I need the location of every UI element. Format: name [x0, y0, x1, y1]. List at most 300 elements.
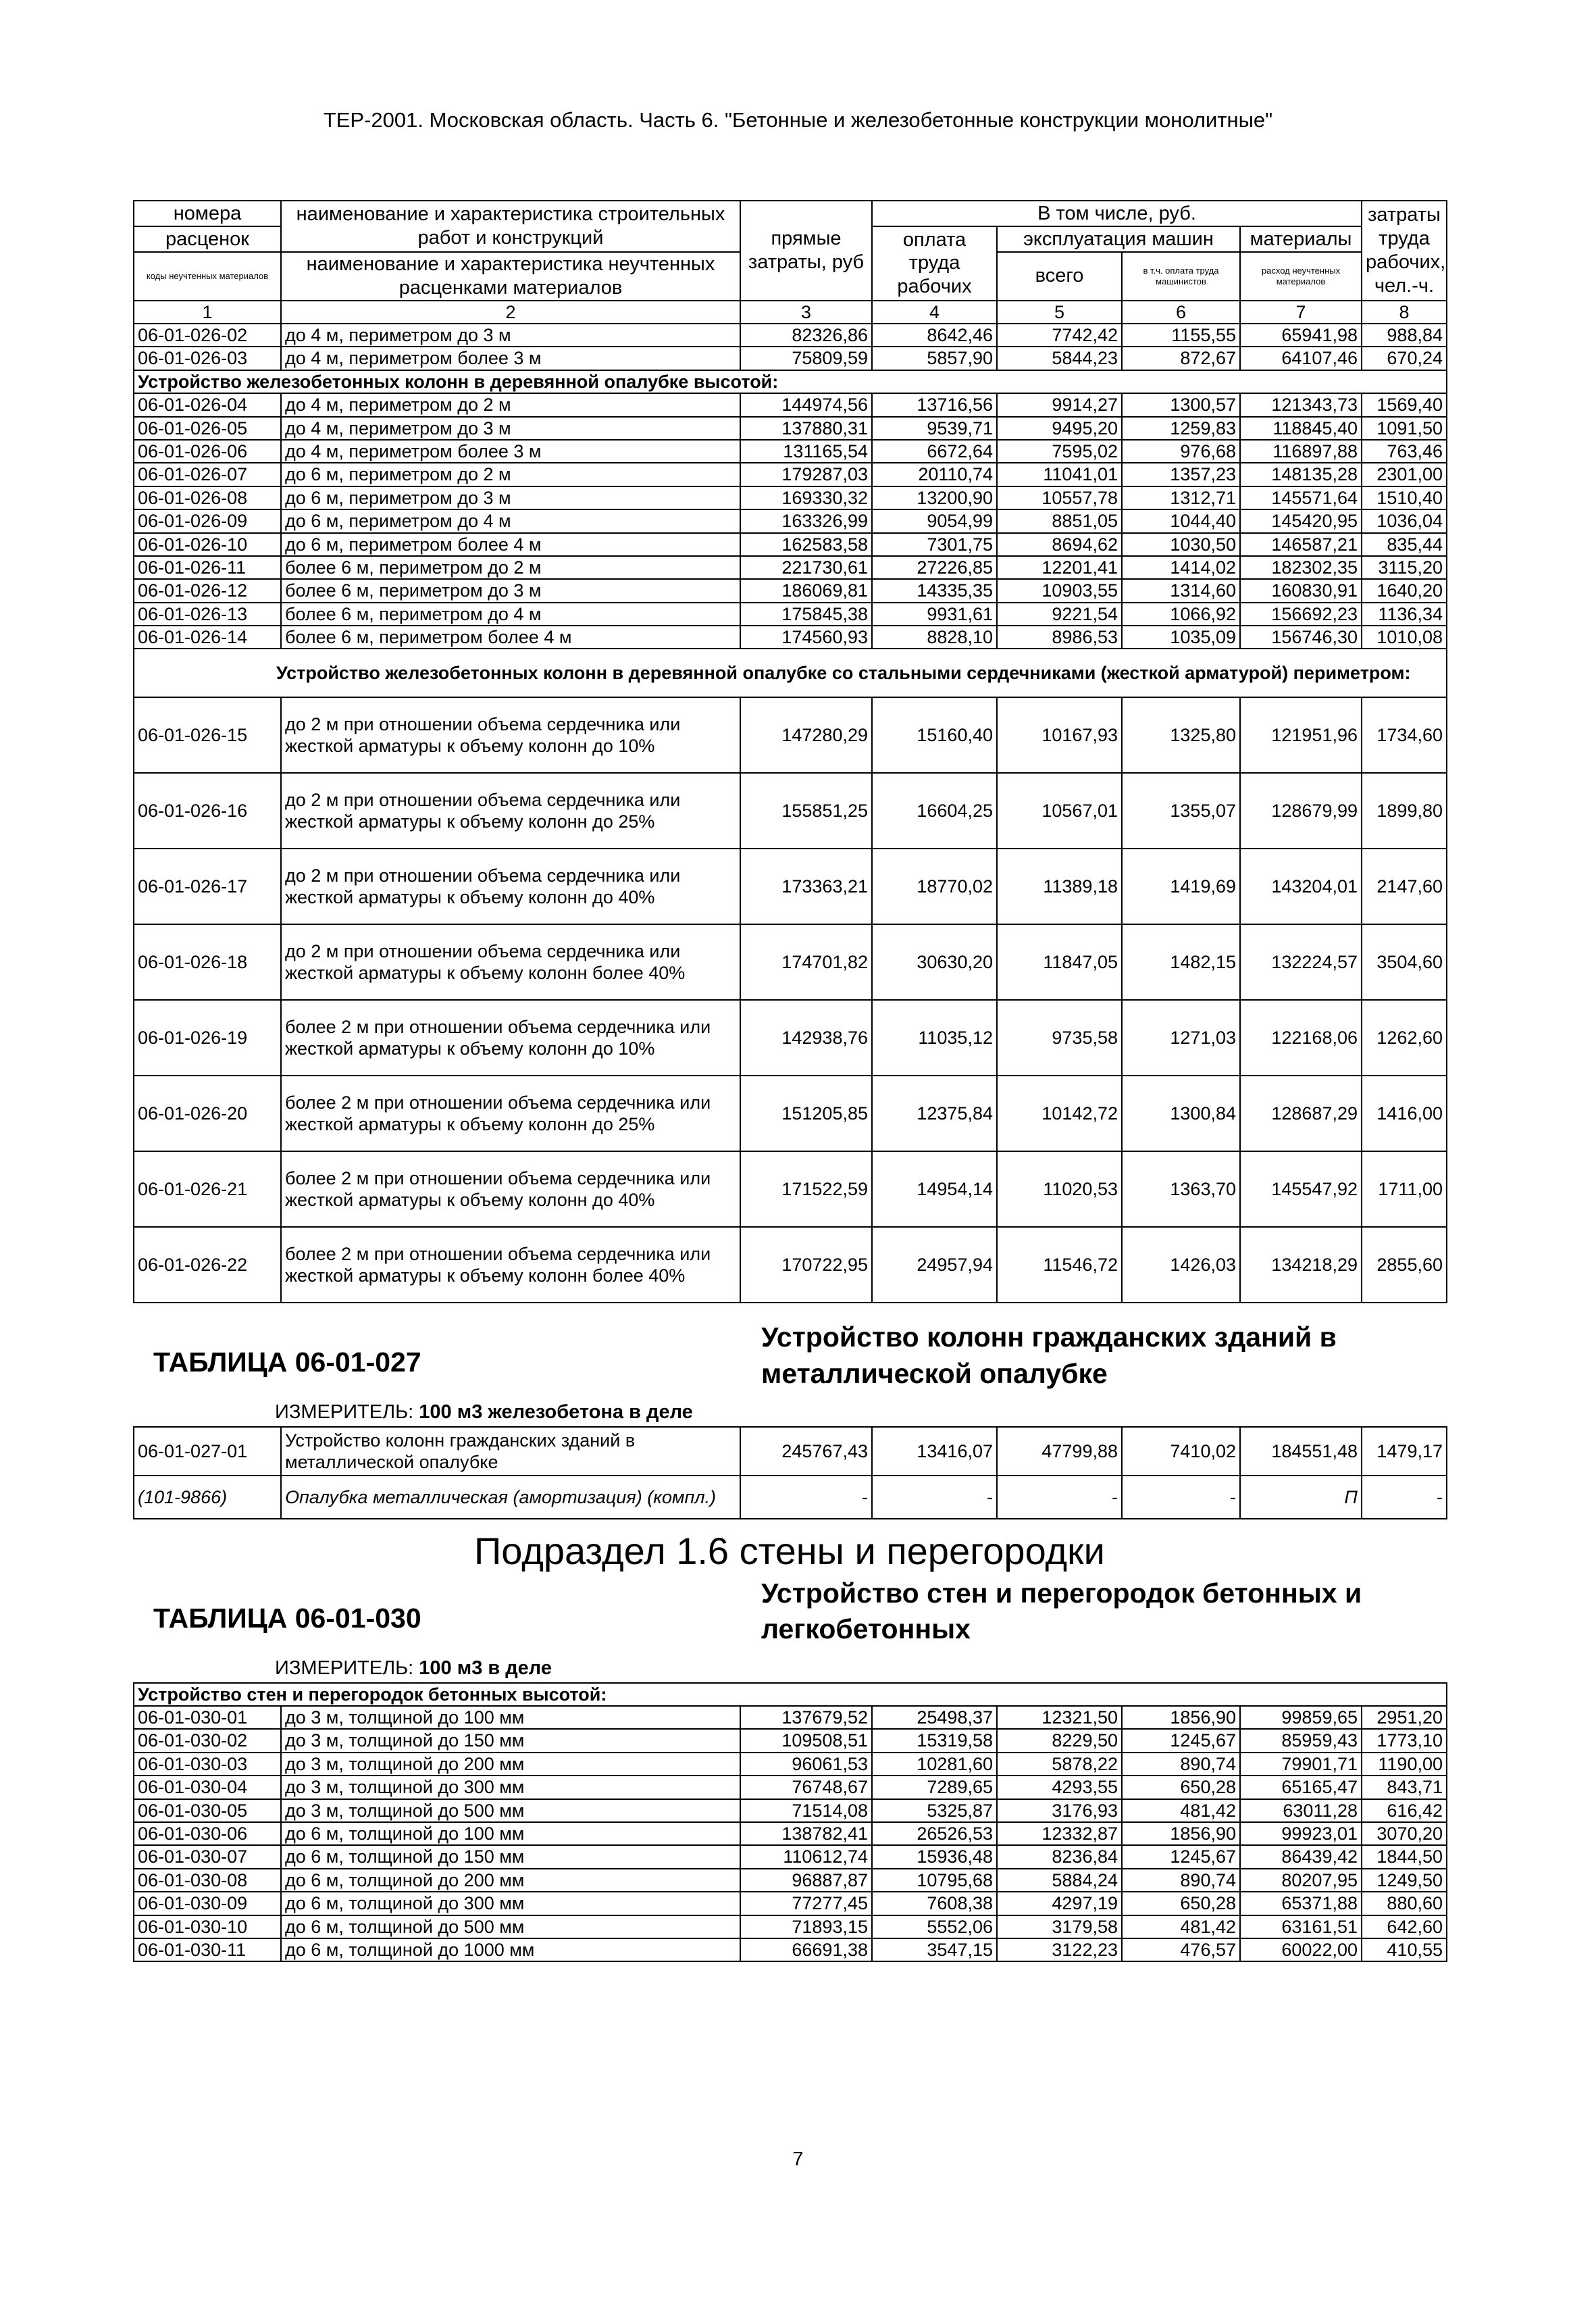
work-name: Опалубка металлическая (амортизация) (компл.)	[281, 1476, 740, 1519]
machinist-wages: 1414,02	[1122, 556, 1240, 579]
materials: 80207,95	[1240, 1869, 1362, 1892]
table-row	[134, 626, 1447, 649]
machinist-wages: 1355,07	[1122, 773, 1240, 849]
rate-code: 06-01-026-11	[134, 556, 281, 579]
materials: 65941,98	[1240, 324, 1362, 347]
materials: 65165,47	[1240, 1776, 1362, 1799]
materials: 79901,71	[1240, 1753, 1362, 1776]
page-number: 7	[792, 2148, 804, 2170]
wages: 14335,35	[872, 579, 997, 602]
direct-costs: 82326,86	[740, 324, 872, 347]
materials: 121951,96	[1240, 697, 1362, 773]
wages: 13200,90	[872, 486, 997, 509]
work-name: до 6 м, периметром до 2 м	[281, 463, 740, 486]
work-name: более 6 м, периметром до 4 м	[281, 603, 740, 626]
direct-costs: 175845,38	[740, 603, 872, 626]
work-name: более 6 м, периметром до 3 м	[281, 579, 740, 602]
rate-code: 06-01-026-03	[134, 347, 281, 370]
machines-total: 5884,24	[997, 1869, 1122, 1892]
column-number: 6	[1122, 301, 1240, 324]
wages: 7289,65	[872, 1776, 997, 1799]
work-name: до 4 м, периметром до 3 м	[281, 324, 740, 347]
work-name: до 3 м, толщиной до 100 мм	[281, 1706, 740, 1729]
labor-hours: 1249,50	[1362, 1869, 1447, 1892]
direct-costs: 96887,87	[740, 1869, 872, 1892]
direct-costs: 147280,29	[740, 697, 872, 773]
work-name: до 3 м, толщиной до 300 мм	[281, 1776, 740, 1799]
labor-hours: 616,42	[1362, 1799, 1447, 1822]
direct-costs: 174560,93	[740, 626, 872, 649]
machinist-wages: 1259,83	[1122, 417, 1240, 440]
machines-total: 11847,05	[997, 924, 1122, 1000]
rate-code: 06-01-030-05	[134, 1799, 281, 1822]
materials: 128679,99	[1240, 773, 1362, 849]
direct-costs: 245767,43	[740, 1427, 872, 1476]
col-header-codes-2: расценок	[134, 226, 281, 252]
machines-total: 47799,88	[997, 1427, 1122, 1476]
work-name: до 6 м, толщиной до 100 мм	[281, 1822, 740, 1845]
labor-hours: 670,24	[1362, 347, 1447, 370]
rate-code: 06-01-026-04	[134, 393, 281, 416]
rate-code: 06-01-030-04	[134, 1776, 281, 1799]
work-name: до 4 м, периметром более 3 м	[281, 347, 740, 370]
labor-hours: 1844,50	[1362, 1845, 1447, 1868]
machines-total: 10567,01	[997, 773, 1122, 849]
table-row	[134, 1892, 1447, 1915]
col-header-machinist-wages: в т.ч. оплата труда машинистов	[1122, 252, 1240, 301]
machinist-wages: 1155,55	[1122, 324, 1240, 347]
page-header: ТЕР-2001. Московская область. Часть 6. "Бетонные и железобетонные конструкции монолитные"	[323, 108, 1273, 132]
wages: 6672,64	[872, 440, 997, 463]
table-027-header	[133, 1319, 1446, 1392]
wages: 12375,84	[872, 1076, 997, 1151]
direct-costs: -	[740, 1476, 872, 1519]
wages: 5552,06	[872, 1915, 997, 1938]
column-number: 1	[134, 301, 281, 324]
materials: 118845,40	[1240, 417, 1362, 440]
materials: 116897,88	[1240, 440, 1362, 463]
wages: 9931,61	[872, 603, 997, 626]
table-row	[134, 509, 1447, 532]
materials: 132224,57	[1240, 924, 1362, 1000]
machinist-wages: 650,28	[1122, 1776, 1240, 1799]
direct-costs: 155851,25	[740, 773, 872, 849]
wages: 15936,48	[872, 1845, 997, 1868]
direct-costs: 131165,54	[740, 440, 872, 463]
rate-code: 06-01-026-08	[134, 486, 281, 509]
labor-hours: 410,55	[1362, 1938, 1447, 1961]
materials: 63161,51	[1240, 1915, 1362, 1938]
direct-costs: 138782,41	[740, 1822, 872, 1845]
table-row	[134, 773, 1447, 849]
table-030-name: ТАБЛИЦА 06-01-030	[153, 1603, 421, 1634]
machinist-wages: 1856,90	[1122, 1822, 1240, 1845]
main-content	[133, 200, 1446, 1962]
rate-code: 06-01-026-15	[134, 697, 281, 773]
wages: 15160,40	[872, 697, 997, 773]
rate-code: 06-01-026-10	[134, 533, 281, 556]
materials: 65371,88	[1240, 1892, 1362, 1915]
wages: 18770,02	[872, 849, 997, 924]
wages: 5857,90	[872, 347, 997, 370]
section-heading-2-text: Устройство железобетонных колонн в деревянной опалубке со стальными сердечниками (жесткой арматурой) периметром:	[134, 649, 1447, 697]
work-name: до 3 м, толщиной до 200 мм	[281, 1753, 740, 1776]
direct-costs: 170722,95	[740, 1227, 872, 1303]
materials: 156692,23	[1240, 603, 1362, 626]
direct-costs: 137880,31	[740, 417, 872, 440]
column-number: 3	[740, 301, 872, 324]
work-name: до 2 м при отношении объема сердечника или жесткой арматуры к объему колонн до 10%	[281, 697, 740, 773]
work-name: до 6 м, толщиной до 150 мм	[281, 1845, 740, 1868]
col-header-material-codes: коды неучтенных материалов	[134, 252, 281, 301]
direct-costs: 66691,38	[740, 1938, 872, 1961]
table-row	[134, 486, 1447, 509]
work-name: более 2 м при отношении объема сердечника или жесткой арматуры к объему колонн до 10%	[281, 1000, 740, 1076]
rate-code: 06-01-026-20	[134, 1076, 281, 1151]
machinist-wages: 1245,67	[1122, 1729, 1240, 1752]
machinist-wages: -	[1122, 1476, 1240, 1519]
work-name: до 2 м при отношении объема сердечника или жесткой арматуры к объему колонн до 25%	[281, 773, 740, 849]
table-row	[134, 1706, 1447, 1729]
work-name: до 4 м, периметром до 2 м	[281, 393, 740, 416]
materials: 99923,01	[1240, 1822, 1362, 1845]
machinist-wages: 1426,03	[1122, 1227, 1240, 1303]
wages: 13716,56	[872, 393, 997, 416]
table-030	[133, 1682, 1447, 1963]
materials: 122168,06	[1240, 1000, 1362, 1076]
work-name: до 4 м, периметром до 3 м	[281, 417, 740, 440]
wages: 14954,14	[872, 1151, 997, 1227]
machinist-wages: 1363,70	[1122, 1151, 1240, 1227]
machines-total: 9914,27	[997, 393, 1122, 416]
machines-total: 7742,42	[997, 324, 1122, 347]
labor-hours: 880,60	[1362, 1892, 1447, 1915]
direct-costs: 186069,81	[740, 579, 872, 602]
machines-total: 11041,01	[997, 463, 1122, 486]
section-heading-3	[134, 1683, 1447, 1706]
table-row	[134, 393, 1447, 416]
rate-code: 06-01-026-17	[134, 849, 281, 924]
wages: 3547,15	[872, 1938, 997, 1961]
materials: 146587,21	[1240, 533, 1362, 556]
wages: 27226,85	[872, 556, 997, 579]
machines-total: 4293,55	[997, 1776, 1122, 1799]
direct-costs: 76748,67	[740, 1776, 872, 1799]
table-row	[134, 1799, 1447, 1822]
machinist-wages: 481,42	[1122, 1915, 1240, 1938]
materials: 145420,95	[1240, 509, 1362, 532]
rate-code: 06-01-030-03	[134, 1753, 281, 1776]
rate-code: 06-01-027-01	[134, 1427, 281, 1476]
machines-total: 9495,20	[997, 417, 1122, 440]
machines-total: 8851,05	[997, 509, 1122, 532]
table-row	[134, 1729, 1447, 1752]
rate-code: 06-01-026-05	[134, 417, 281, 440]
wages: 5325,87	[872, 1799, 997, 1822]
col-header-material-consumption: расход неучтенных материалов	[1240, 252, 1362, 301]
table-row	[134, 324, 1447, 347]
direct-costs: 151205,85	[740, 1076, 872, 1151]
materials: 182302,35	[1240, 556, 1362, 579]
wages: 7608,38	[872, 1892, 997, 1915]
rate-code: (101-9866)	[134, 1476, 281, 1519]
labor-hours: 1711,00	[1362, 1151, 1447, 1227]
direct-costs: 75809,59	[740, 347, 872, 370]
machinist-wages: 1482,15	[1122, 924, 1240, 1000]
materials: 60022,00	[1240, 1938, 1362, 1961]
materials: 148135,28	[1240, 463, 1362, 486]
machines-total: 12201,41	[997, 556, 1122, 579]
wages: -	[872, 1476, 997, 1519]
machinist-wages: 1314,60	[1122, 579, 1240, 602]
col-header-unaccounted-materials: наименование и характеристика неучтенных расценками материалов	[281, 252, 740, 301]
machinist-wages: 1325,80	[1122, 697, 1240, 773]
materials: 134218,29	[1240, 1227, 1362, 1303]
machines-total: 10167,93	[997, 697, 1122, 773]
labor-hours: 1010,08	[1362, 626, 1447, 649]
direct-costs: 71514,08	[740, 1799, 872, 1822]
section-heading	[134, 370, 1447, 393]
table-row	[134, 1869, 1447, 1892]
rate-code: 06-01-026-16	[134, 773, 281, 849]
direct-costs: 221730,61	[740, 556, 872, 579]
machines-total: 8986,53	[997, 626, 1122, 649]
work-name: более 2 м при отношении объема сердечника или жесткой арматуры к объему колонн до 25%	[281, 1076, 740, 1151]
col-header-labor-hours: затраты труда рабочих, чел.-ч.	[1362, 201, 1447, 301]
labor-hours: 1569,40	[1362, 393, 1447, 416]
direct-costs: 169330,32	[740, 486, 872, 509]
wages: 16604,25	[872, 773, 997, 849]
machines-total: 11020,53	[997, 1151, 1122, 1227]
materials: 160830,91	[1240, 579, 1362, 602]
labor-hours: 1510,40	[1362, 486, 1447, 509]
machines-total: 3179,58	[997, 1915, 1122, 1938]
materials: 143204,01	[1240, 849, 1362, 924]
rate-code: 06-01-026-06	[134, 440, 281, 463]
table-row	[134, 556, 1447, 579]
machines-total: 5878,22	[997, 1753, 1122, 1776]
machines-total: 12332,87	[997, 1822, 1122, 1845]
section-heading-text: Устройство железобетонных колонн в деревянной опалубке высотой:	[134, 370, 1447, 393]
col-header-name: наименование и характеристика строительных работ и конструкций	[281, 201, 740, 252]
rate-code: 06-01-030-09	[134, 1892, 281, 1915]
col-header-materials: материалы	[1240, 226, 1362, 252]
machinist-wages: 1245,67	[1122, 1845, 1240, 1868]
table-row	[134, 1227, 1447, 1303]
materials: 64107,46	[1240, 347, 1362, 370]
machinist-wages: 1035,09	[1122, 626, 1240, 649]
machinist-wages: 1856,90	[1122, 1706, 1240, 1729]
labor-hours: 763,46	[1362, 440, 1447, 463]
labor-hours: 1479,17	[1362, 1427, 1447, 1476]
machines-total: 7595,02	[997, 440, 1122, 463]
materials: 128687,29	[1240, 1076, 1362, 1151]
table-row	[134, 1776, 1447, 1799]
direct-costs: 110612,74	[740, 1845, 872, 1868]
labor-hours: 1190,00	[1362, 1753, 1447, 1776]
wages: 10795,68	[872, 1869, 997, 1892]
materials: 145571,64	[1240, 486, 1362, 509]
table-027-title: Устройство колонн гражданских зданий в металлической опалубке	[761, 1322, 1337, 1389]
rate-code: 06-01-026-12	[134, 579, 281, 602]
subsection-title: Подраздел 1.6 стены и перегородки	[474, 1530, 1105, 1573]
table-027	[133, 1426, 1447, 1519]
direct-costs: 144974,56	[740, 393, 872, 416]
machines-total: 11546,72	[997, 1227, 1122, 1303]
wages: 26526,53	[872, 1822, 997, 1845]
rate-code: 06-01-030-01	[134, 1706, 281, 1729]
rates-table	[133, 200, 1447, 1303]
rate-code: 06-01-030-06	[134, 1822, 281, 1845]
work-name: более 2 м при отношении объема сердечника или жесткой арматуры к объему колонн до 40%	[281, 1151, 740, 1227]
labor-hours: -	[1362, 1476, 1447, 1519]
machinist-wages: 1357,23	[1122, 463, 1240, 486]
materials: 86439,42	[1240, 1845, 1362, 1868]
wages: 15319,58	[872, 1729, 997, 1752]
labor-hours: 3504,60	[1362, 924, 1447, 1000]
work-name: более 6 м, периметром более 4 м	[281, 626, 740, 649]
table-row	[134, 533, 1447, 556]
machines-total: 10903,55	[997, 579, 1122, 602]
work-name: до 6 м, периметром до 4 м	[281, 509, 740, 532]
section-heading-2	[134, 649, 1447, 697]
col-header-machines: эксплуатация машин	[997, 226, 1240, 252]
work-name: более 2 м при отношении объема сердечника или жесткой арматуры к объему колонн более 40%	[281, 1227, 740, 1303]
wages: 13416,07	[872, 1427, 997, 1476]
materials: 85959,43	[1240, 1729, 1362, 1752]
work-name: до 3 м, толщиной до 150 мм	[281, 1729, 740, 1752]
table-027-measure: ИЗМЕРИТЕЛЬ: 100 м3 железобетона в деле	[275, 1401, 693, 1424]
table-row	[134, 347, 1447, 370]
wages: 8642,46	[872, 324, 997, 347]
labor-hours: 1734,60	[1362, 697, 1447, 773]
direct-costs: 109508,51	[740, 1729, 872, 1752]
work-name: до 6 м, толщиной до 200 мм	[281, 1869, 740, 1892]
table-row	[134, 1076, 1447, 1151]
table-027-name: ТАБЛИЦА 06-01-027	[153, 1347, 421, 1378]
work-name: до 6 м, периметром более 4 м	[281, 533, 740, 556]
materials: 121343,73	[1240, 393, 1362, 416]
machines-total: 10557,78	[997, 486, 1122, 509]
table-030-measure: ИЗМЕРИТЕЛЬ: 100 м3 в деле	[275, 1657, 552, 1679]
labor-hours: 1136,34	[1362, 603, 1447, 626]
column-number: 8	[1362, 301, 1447, 324]
work-name: до 6 м, толщиной до 1000 мм	[281, 1938, 740, 1961]
rate-code: 06-01-026-02	[134, 324, 281, 347]
col-header-including: В том числе, руб.	[872, 201, 1362, 226]
direct-costs: 71893,15	[740, 1915, 872, 1938]
direct-costs: 179287,03	[740, 463, 872, 486]
rate-code: 06-01-026-21	[134, 1151, 281, 1227]
machines-total: 11389,18	[997, 849, 1122, 924]
machines-total: 10142,72	[997, 1076, 1122, 1151]
table-row	[134, 417, 1447, 440]
work-name: до 6 м, толщиной до 500 мм	[281, 1915, 740, 1938]
machines-total: -	[997, 1476, 1122, 1519]
section-heading-3-text: Устройство стен и перегородок бетонных высотой:	[134, 1683, 1447, 1706]
wages: 20110,74	[872, 463, 997, 486]
wages: 11035,12	[872, 1000, 997, 1076]
table-row	[134, 924, 1447, 1000]
direct-costs: 163326,99	[740, 509, 872, 532]
col-header-direct-costs: прямые затраты, руб	[740, 201, 872, 301]
materials: 184551,48	[1240, 1427, 1362, 1476]
machinist-wages: 650,28	[1122, 1892, 1240, 1915]
table-row	[134, 1822, 1447, 1845]
column-number: 2	[281, 301, 740, 324]
table-row	[134, 603, 1447, 626]
rate-code: 06-01-026-14	[134, 626, 281, 649]
labor-hours: 2855,60	[1362, 1227, 1447, 1303]
table-row	[134, 1753, 1447, 1776]
direct-costs: 96061,53	[740, 1753, 872, 1776]
machinist-wages: 481,42	[1122, 1799, 1240, 1822]
table-row	[134, 849, 1447, 924]
labor-hours: 2147,60	[1362, 849, 1447, 924]
table-row	[134, 1151, 1447, 1227]
work-name: до 2 м при отношении объема сердечника или жесткой арматуры к объему колонн более 40%	[281, 924, 740, 1000]
table-row	[134, 1938, 1447, 1961]
machinist-wages: 1066,92	[1122, 603, 1240, 626]
machinist-wages: 1271,03	[1122, 1000, 1240, 1076]
machinist-wages: 7410,02	[1122, 1427, 1240, 1476]
work-name: до 3 м, толщиной до 500 мм	[281, 1799, 740, 1822]
labor-hours: 642,60	[1362, 1915, 1447, 1938]
machinist-wages: 476,57	[1122, 1938, 1240, 1961]
table-030-header	[133, 1576, 1446, 1648]
labor-hours: 2951,20	[1362, 1706, 1447, 1729]
machinist-wages: 1300,84	[1122, 1076, 1240, 1151]
table-row	[134, 440, 1447, 463]
direct-costs: 77277,45	[740, 1892, 872, 1915]
wages: 9054,99	[872, 509, 997, 532]
rate-code: 06-01-026-07	[134, 463, 281, 486]
labor-hours: 3070,20	[1362, 1822, 1447, 1845]
labor-hours: 1416,00	[1362, 1076, 1447, 1151]
table-row	[134, 579, 1447, 602]
table-row	[134, 697, 1447, 773]
rate-code: 06-01-030-02	[134, 1729, 281, 1752]
direct-costs: 137679,52	[740, 1706, 872, 1729]
rate-code: 06-01-026-09	[134, 509, 281, 532]
wages: 24957,94	[872, 1227, 997, 1303]
direct-costs: 142938,76	[740, 1000, 872, 1076]
labor-hours: 2301,00	[1362, 463, 1447, 486]
machines-total: 12321,50	[997, 1706, 1122, 1729]
table-row	[134, 1915, 1447, 1938]
wages: 8828,10	[872, 626, 997, 649]
materials: 156746,30	[1240, 626, 1362, 649]
labor-hours: 3115,20	[1362, 556, 1447, 579]
machines-total: 5844,23	[997, 347, 1122, 370]
table-row	[134, 463, 1447, 486]
machines-total: 4297,19	[997, 1892, 1122, 1915]
machines-total: 3176,93	[997, 1799, 1122, 1822]
table-row	[134, 1000, 1447, 1076]
materials: П	[1240, 1476, 1362, 1519]
machines-total: 8236,84	[997, 1845, 1122, 1868]
col-header-codes: номера	[134, 201, 281, 226]
rate-code: 06-01-026-18	[134, 924, 281, 1000]
machines-total: 8229,50	[997, 1729, 1122, 1752]
machinist-wages: 1300,57	[1122, 393, 1240, 416]
materials: 99859,65	[1240, 1706, 1362, 1729]
rate-code: 06-01-030-10	[134, 1915, 281, 1938]
labor-hours: 1899,80	[1362, 773, 1447, 849]
rate-code: 06-01-030-08	[134, 1869, 281, 1892]
column-number: 4	[872, 301, 997, 324]
materials: 63011,28	[1240, 1799, 1362, 1822]
